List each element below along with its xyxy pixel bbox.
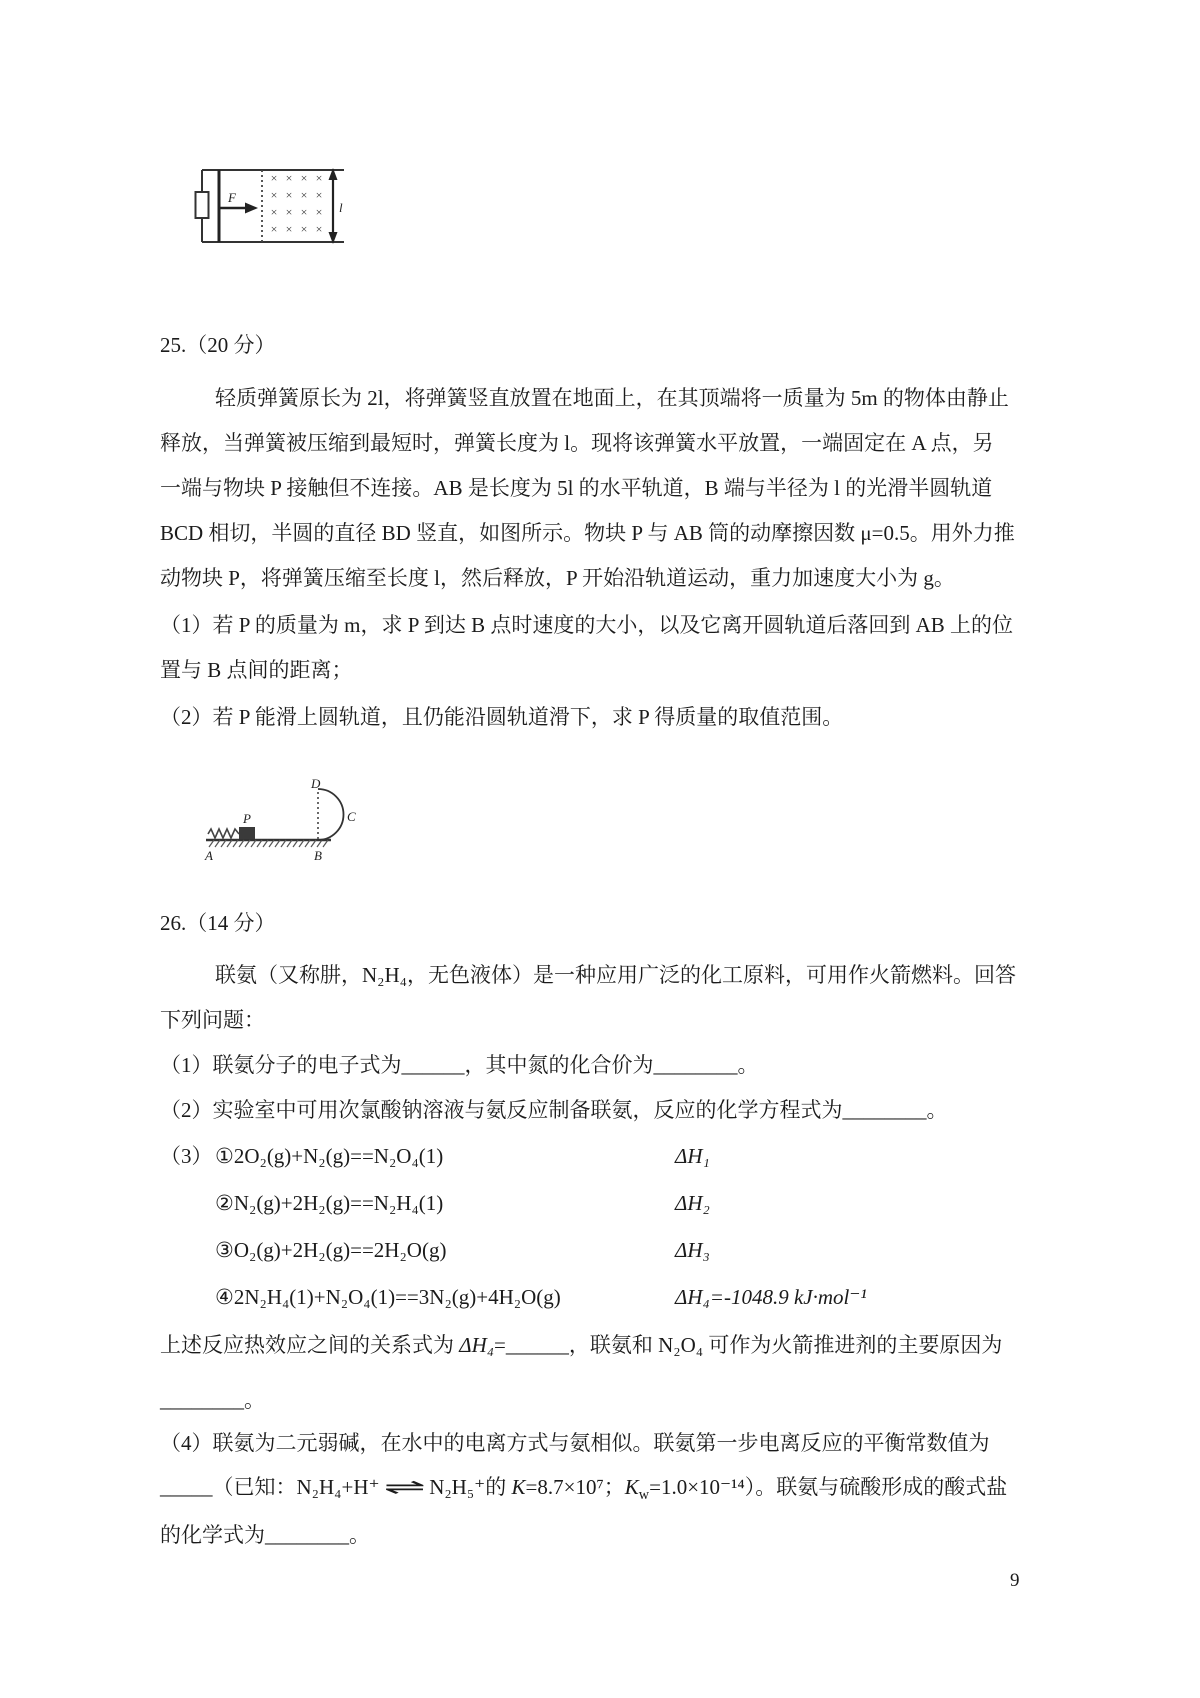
length-label: l	[339, 200, 343, 215]
magnetic-field-crosses	[271, 171, 323, 236]
svg-text:×: ×	[285, 205, 293, 219]
q25-header: 25.（20 分）	[160, 333, 276, 357]
q26-item4-line2	[160, 1472, 1060, 1510]
svg-text:×: ×	[300, 171, 308, 185]
equation-1: ①2O₂(g)+N₂(g)==N₂O₄(1)	[215, 1144, 444, 1168]
point-c-label: C	[347, 809, 356, 824]
equation-3-dh: ΔH₃	[675, 1238, 710, 1262]
q25-paragraph-line: BCD 相切，半圆的直径 BD 竖直，如图所示。物块 P 与 AB 筒的动摩擦因数 μ=0.5。用外力推	[160, 521, 1015, 545]
item4-seg4: =1.0×10⁻¹⁴）。联氨与硫酸形成的酸式盐	[649, 1475, 1008, 1499]
item3-dh: ΔH₄	[459, 1333, 495, 1357]
q26-item1: （1）联氨分子的电子式为______，其中氮的化合价为________。	[160, 1053, 759, 1077]
equilibrium-arrow: ⇌	[383, 1475, 426, 1499]
svg-text:×: ×	[285, 171, 293, 185]
equation-row	[160, 1188, 1060, 1218]
equation-row	[160, 1235, 1060, 1265]
ground	[206, 840, 331, 847]
svg-text:×: ×	[270, 188, 278, 202]
equation-3: ③O₂(g)+2H₂(g)==2H₂O(g)	[215, 1238, 447, 1262]
page-number: 9	[1010, 1570, 1020, 1591]
svg-text:×: ×	[270, 171, 278, 185]
svg-text:×: ×	[285, 222, 293, 236]
q25-paragraph-line: 一端与物块 P 接触但不连接。AB 是长度为 5l 的水平轨道，B 端与半径为 l 的光滑半圆轨道	[160, 476, 993, 500]
svg-text:×: ×	[270, 205, 278, 219]
force-label: F	[228, 190, 236, 205]
item4-seg3: =8.7×10⁷；	[525, 1475, 625, 1499]
block-p	[239, 827, 255, 839]
equation-row	[160, 1141, 1060, 1171]
block-p-label: P	[243, 811, 251, 826]
svg-text:×: ×	[285, 188, 293, 202]
item3-pre: 上述反应热效应之间的关系式为	[160, 1333, 460, 1357]
svg-text:×: ×	[300, 222, 308, 236]
svg-text:×: ×	[315, 188, 323, 202]
svg-text:×: ×	[270, 222, 278, 236]
circuit-figure	[192, 162, 352, 247]
q26-item4-line1: （4）联氨为二元弱碱，在水中的电离方式与氨相似。联氨第一步电离反应的平衡常数值为	[160, 1431, 990, 1455]
item4-k2-subscript: w	[638, 1487, 650, 1504]
item4-k2: K	[624, 1475, 639, 1499]
q25-item1-line: 置与 B 点间的距离；	[160, 658, 353, 682]
resistor	[196, 192, 209, 218]
semicircle-track	[318, 789, 344, 840]
point-d-label: D	[311, 776, 321, 791]
q26-item3-blank: ________。	[160, 1388, 265, 1412]
equation-2-dh: ΔH₂	[675, 1191, 710, 1215]
equation-4: ④2N₂H₄(1)+N₂O₄(1)==3N₂(g)+4H₂O(g)	[215, 1285, 561, 1309]
q25-paragraph-line: 轻质弹簧原长为 2l，将弹簧竖直放置在地面上，在其顶端将一质量为 5m 的物体由静止	[215, 386, 1009, 410]
force-arrow	[219, 190, 258, 214]
q25-item2: （2）若 P 能滑上圆轨道，且仍能沿圆轨道滑下，求 P 得质量的取值范围。	[160, 705, 844, 729]
svg-text:×: ×	[300, 188, 308, 202]
svg-text:×: ×	[300, 205, 308, 219]
q25-item1-line: （1）若 P 的质量为 m，求 P 到达 B 点时速度的大小，以及它离开圆轨道后落回到 AB 上的位	[160, 613, 1014, 637]
item4-pre: _____（已知：N₂H₄+H⁺	[160, 1475, 380, 1499]
equation-1-dh: ΔH₁	[675, 1144, 710, 1168]
q25-paragraph-line: 动物块 P，将弹簧压缩至长度 l，然后释放，P 开始沿轨道运动，重力加速度大小为 g。	[160, 566, 955, 590]
q26-item3-text	[160, 1330, 1060, 1360]
svg-text:×: ×	[315, 205, 323, 219]
track-figure	[203, 776, 368, 868]
q26-item4-line3: 的化学式为________。	[160, 1523, 370, 1547]
spring	[208, 829, 239, 838]
item3-label: （3）	[160, 1144, 213, 1168]
point-b-label: B	[314, 848, 322, 863]
equation-4-dh: ΔH₄=-1048.9 kJ·mol⁻¹	[675, 1285, 867, 1309]
equation-row	[160, 1282, 1060, 1312]
item3-post: =______，联氨和 N₂O₄ 可作为火箭推进剂的主要原因为	[494, 1333, 1003, 1357]
item4-k1: K	[511, 1475, 526, 1499]
q26-intro-line: 联氨（又称肼，N₂H₄，无色液体）是一种应用广泛的化工原料，可用作火箭燃料。回答	[215, 963, 1016, 987]
svg-text:×: ×	[315, 171, 323, 185]
length-arrow	[329, 168, 344, 244]
q25-paragraph-line: 释放，当弹簧被压缩到最短时，弹簧长度为 l。现将该弹簧水平放置，一端固定在 A 点，另	[160, 431, 994, 455]
q26-item2: （2）实验室中可用次氯酸钠溶液与氨反应制备联氨，反应的化学方程式为________。	[160, 1098, 948, 1122]
q26-intro-line: 下列问题：	[160, 1008, 265, 1032]
svg-text:×: ×	[315, 222, 323, 236]
point-a-label: A	[205, 848, 213, 863]
item4-seg2: N₂H₅⁺的	[429, 1475, 512, 1499]
q26-header: 26.（14 分）	[160, 911, 276, 935]
equation-2: ②N₂(g)+2H₂(g)==N₂H₄(1)	[215, 1191, 444, 1215]
